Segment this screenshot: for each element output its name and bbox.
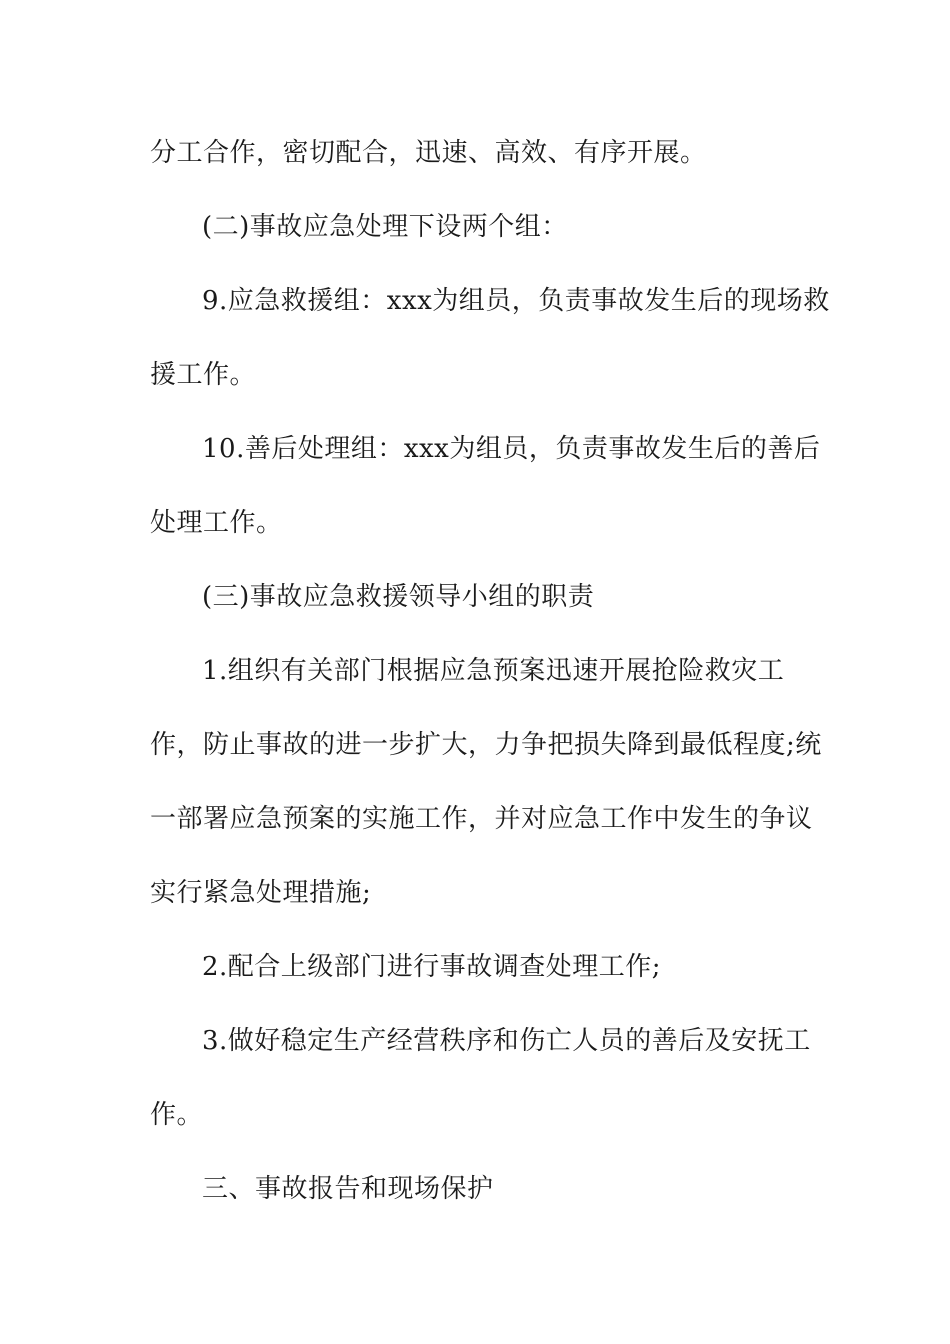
paragraph-line: 一部署应急预案的实施工作，并对应急工作中发生的争议 (150, 804, 813, 834)
paragraph-line: 作。 (150, 1100, 204, 1130)
paragraph-line: 9.应急救援组：xxx为组员，负责事故发生后的现场救 (202, 286, 830, 316)
paragraph-line: 1.组织有关部门根据应急预案迅速开展抢险救灾工 (202, 656, 785, 686)
paragraph-line: 援工作。 (150, 360, 257, 390)
paragraph-line: 实行紧急处理措施; (150, 878, 372, 908)
paragraph-line: 作，防止事故的进一步扩大，力争把损失降到最低程度;统 (150, 730, 822, 760)
section-heading: 三、事故报告和现场保护 (202, 1174, 494, 1204)
section-heading: (二)事故应急处理下设两个组： (202, 212, 568, 242)
paragraph-line: 2.配合上级部门进行事故调查处理工作; (202, 952, 662, 982)
paragraph-line: 处理工作。 (150, 508, 283, 538)
paragraph-line: 10.善后处理组：xxx为组员，负责事故发生后的善后 (202, 434, 821, 464)
paragraph-line: 分工合作，密切配合，迅速、高效、有序开展。 (150, 138, 707, 168)
paragraph-line: 3.做好稳定生产经营秩序和伤亡人员的善后及安抚工 (202, 1026, 811, 1056)
section-heading: (三)事故应急救援领导小组的职责 (202, 582, 595, 612)
